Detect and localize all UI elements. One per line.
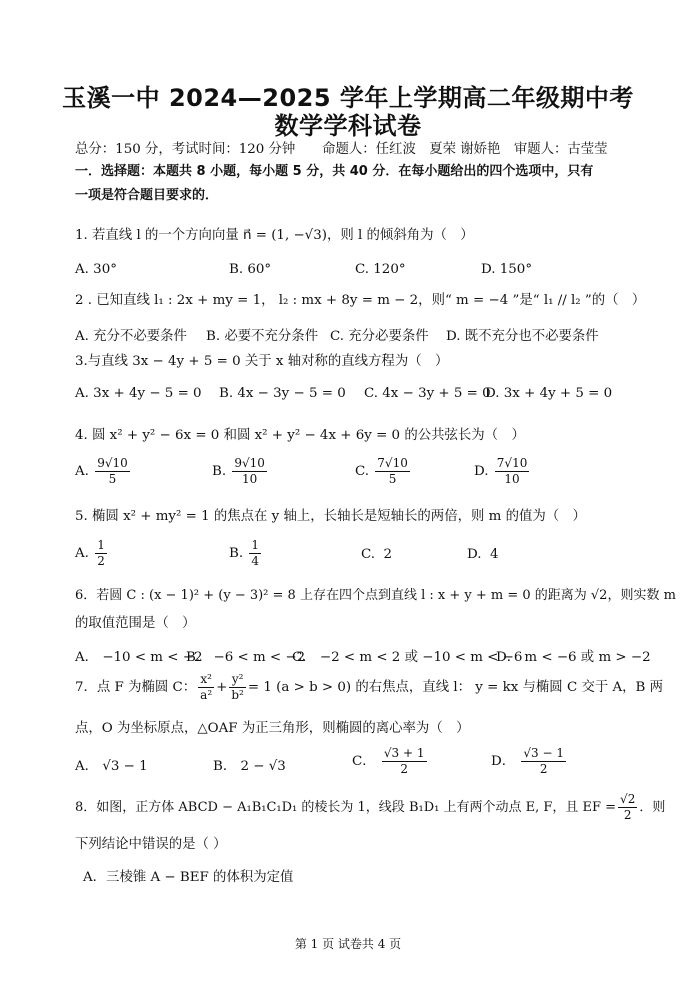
q1-option-b: B. 60° (229, 262, 272, 277)
q8-option-a: A．三棱锥 A − BEF 的体积为定值 (83, 870, 294, 885)
q5-option-c: C. 2 (361, 547, 393, 562)
q6-stem-line1: 6．若圆 C : (x − 1)² + (y − 3)² = 8 上存在四个点到直线 l : x + y + m = 0 的距离为 √2，则实数 m (75, 588, 676, 603)
q1-option-a: A. 30° (75, 262, 117, 277)
q6-option-d: D． m < −6 或 m > −2 (496, 650, 651, 665)
q4-option-b: B. $\frac{9√10}{10}$ (212, 456, 265, 486)
q3-stem: 3.与直线 3x − 4y + 5 = 0 关于 x 轴对称的直线方程为（ ） (75, 354, 449, 369)
q4-stem: 4. 圆 x² + y² − 6x = 0 和圆 x² + y² − 4x + 6y = 0 的公共弦长为（ ） (75, 428, 525, 443)
exam-title-line1: 玉溪一中 2024—2025 学年上学期高二年级期中考 (62, 84, 634, 112)
q1-option-d: D. 150° (481, 262, 533, 277)
q2-stem: 2 . 已知直线 l₁ : 2x + my = 1， l₂ : mx + 8y = m − 2，则“ m = −4 ”是“ l₁ // l₂ ”的（ ） (75, 293, 646, 308)
q3-option-a: A. 3x + 4y − 5 = 0 (75, 386, 202, 401)
q5-option-a: A. $\frac{1}{2}$ (75, 538, 105, 568)
q3-option-b: B. 4x − 3y − 5 = 0 (219, 386, 346, 401)
q4-option-d: D. $\frac{7√10}{10}$ (474, 456, 528, 486)
q7-option-b: B． 2 − √3 (213, 759, 286, 774)
q2-option-b: B. 必要不充分条件 (206, 329, 319, 344)
q1-option-c: C. 120° (355, 262, 406, 277)
q7-option-d: D． $\frac{√3 - 1}{2}$ (491, 746, 565, 776)
q7-stem-line1: 7．点 F 为椭圆 C： $\frac{\text{x²}}{\text{a²}}$ + $\frac{\text{y²}}{\text{b²}}$ = 1 (a > b > 0) 的右焦点，直线 l： y = kx 与椭圆 C 交于 A，B 两 (75, 672, 664, 702)
q7-option-c: C． $\frac{√3 + 1}{2}$ (352, 746, 425, 776)
q1-stem: 1. 若直线 l 的一个方向向量 n⃗ = (1, −√3)，则 l 的倾斜角为（ ） (75, 228, 474, 243)
q7-option-a: A． √3 − 1 (75, 759, 148, 774)
page-footer: 第 1 页 试卷共 4 页 (294, 937, 402, 951)
q2-option-d: D. 既不充分也不必要条件 (446, 329, 599, 344)
q6-option-a: A． −10 < m < −2 (75, 650, 203, 665)
q4-option-c: C. $\frac{7√10}{5}$ (355, 456, 408, 486)
q6-option-c: C． −2 < m < 2 或 −10 < m < −6 (292, 650, 523, 665)
q2-option-c: C. 充分必要条件 (330, 329, 429, 344)
section-heading-line2: 一项是符合题目要求的． (75, 188, 219, 203)
section-heading-line1: 一．选择题：本题共 8 小题，每小题 5 分，共 40 分．在每小题给出的四个选项中，只有 (75, 164, 594, 179)
q8-stem-line2: 下列结论中错误的是（ ） (75, 837, 227, 852)
q8-stem-line1: 8．如图，正方体 ABCD − A₁B₁C₁D₁ 的棱长为 1，线段 B₁D₁ 上有两个动点 E, F，且 EF = $\frac{√2}{2}$ ．则 (75, 792, 666, 822)
q3-option-c: C. 4x − 3y + 5 = 0 (364, 386, 491, 401)
q2-option-a: A. 充分不必要条件 (75, 329, 187, 344)
q7-stem-line2: 点，O 为坐标原点，△OAF 为正三角形，则椭圆的离心率为（ ） (75, 721, 470, 736)
exam-info: 总分：150 分，考试时间：120 分钟 命题人：任红波 夏荣 谢娇艳 审题人：古莹莹 (75, 142, 608, 157)
q6-stem-line2: 的取值范围是（ ） (75, 616, 196, 631)
q5-option-d: D. 4 (467, 547, 499, 562)
q5-stem: 5. 椭圆 x² + my² = 1 的焦点在 y 轴上，长轴长是短轴长的两倍，则 m 的值为（ ） (75, 509, 586, 524)
q3-option-d: D. 3x + 4y + 5 = 0 (485, 386, 613, 401)
q5-option-b: B. $\frac{1}{4}$ (229, 538, 260, 568)
q4-option-a: A. $\frac{9√10}{5}$ (75, 456, 128, 486)
exam-title-line2: 数学学科试卷 (274, 112, 422, 140)
q6-option-b: B． −6 < m < −2 (186, 650, 306, 665)
